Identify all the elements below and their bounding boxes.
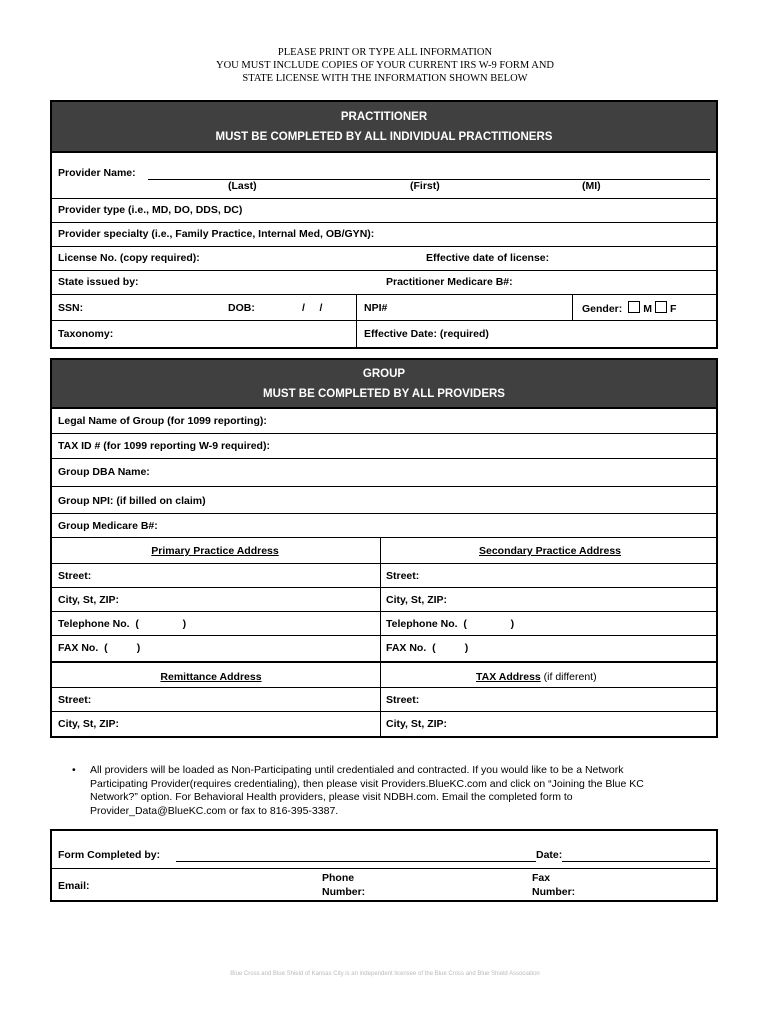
state-issued-row[interactable] bbox=[52, 271, 716, 295]
tax-city-label: City, St, ZIP: bbox=[386, 718, 448, 730]
bullet-icon: • bbox=[72, 764, 76, 776]
group-medicare-row[interactable] bbox=[52, 514, 716, 538]
city-row[interactable] bbox=[52, 588, 716, 612]
taxonomy-label: Taxonomy: bbox=[58, 328, 114, 340]
group-header bbox=[52, 360, 716, 409]
practitioner-title: PRACTITIONER bbox=[340, 111, 428, 123]
phone-label-1: Phone bbox=[322, 872, 355, 884]
effective-license-label: Effective date of license: bbox=[426, 252, 550, 264]
remit-street-row[interactable] bbox=[52, 688, 716, 712]
provider-type-row[interactable] bbox=[52, 199, 716, 223]
primary-telephone-label: Telephone No. ( ) bbox=[58, 618, 187, 630]
divider bbox=[380, 663, 381, 687]
group-npi-row[interactable] bbox=[52, 487, 716, 514]
divider bbox=[380, 612, 381, 635]
first-name-label: (First) bbox=[410, 180, 440, 192]
form-completed-section bbox=[50, 829, 718, 902]
divider bbox=[380, 564, 381, 587]
address-heading-row bbox=[52, 538, 716, 564]
form-completed-by-line[interactable] bbox=[176, 861, 536, 862]
legal-name-row[interactable] bbox=[52, 409, 716, 434]
provider-specialty-row[interactable] bbox=[52, 223, 716, 247]
tax-address-note: (if different) bbox=[540, 671, 597, 683]
gender-label: Gender: bbox=[582, 303, 623, 315]
footer-disclaimer: Blue Cross and Blue Shield of Kansas City is an independent licensee of the Blue Cross and Blue Shield Association bbox=[230, 971, 540, 977]
license-no-label: License No. (copy required): bbox=[58, 252, 200, 264]
instruction-line-3: STATE LICENSE WITH THE INFORMATION SHOWN BELOW bbox=[242, 73, 528, 84]
fax-label-1: Fax bbox=[532, 872, 551, 884]
last-name-label: (Last) bbox=[228, 180, 257, 192]
provider-name-label: Provider Name: bbox=[58, 167, 136, 179]
divider bbox=[356, 321, 357, 347]
divider bbox=[356, 295, 357, 320]
group-title: GROUP bbox=[362, 368, 406, 380]
effective-date-label: Effective Date: (required) bbox=[364, 328, 489, 340]
provider-name-row[interactable] bbox=[52, 153, 716, 199]
divider bbox=[380, 588, 381, 611]
divider bbox=[380, 688, 381, 711]
remittance-street-label: Street: bbox=[58, 694, 92, 706]
form-completed-by-label: Form Completed by: bbox=[58, 849, 161, 861]
fax-row[interactable] bbox=[52, 636, 716, 662]
remittance-city-label: City, St, ZIP: bbox=[58, 718, 120, 730]
remit-city-row[interactable] bbox=[52, 712, 716, 736]
provider-type-label: Provider type (i.e., MD, DO, DDS, DC) bbox=[58, 204, 243, 216]
divider bbox=[380, 636, 381, 661]
gender-f-checkbox[interactable] bbox=[655, 301, 667, 313]
dba-label: Group DBA Name: bbox=[58, 466, 150, 478]
license-row[interactable] bbox=[52, 247, 716, 271]
tax-id-row[interactable] bbox=[52, 434, 716, 459]
group-section bbox=[50, 358, 718, 738]
ssn-row[interactable] bbox=[52, 295, 716, 321]
tax-address-heading bbox=[476, 671, 597, 683]
instruction-line-1: PLEASE PRINT OR TYPE ALL INFORMATION bbox=[277, 47, 493, 58]
tax-street-label: Street: bbox=[386, 694, 420, 706]
medicare-b-label: Practitioner Medicare B#: bbox=[386, 276, 513, 288]
secondary-address-heading: Secondary Practice Address bbox=[478, 545, 621, 557]
contact-row[interactable] bbox=[52, 869, 716, 902]
gender-m-label: M bbox=[643, 303, 652, 315]
instruction-line-2: YOU MUST INCLUDE COPIES OF YOUR CURRENT IRS W-9 FORM AND bbox=[216, 60, 554, 71]
phone-label-2: Number: bbox=[322, 886, 366, 898]
practitioner-subtitle: MUST BE COMPLETED BY ALL INDIVIDUAL PRACTITIONERS bbox=[215, 131, 553, 143]
secondary-fax-label: FAX No. ( ) bbox=[386, 642, 469, 654]
provider-specialty-label: Provider specialty (i.e., Family Practice, Internal Med, OB/GYN): bbox=[58, 228, 375, 240]
npi-label: NPI# bbox=[364, 302, 388, 314]
telephone-row[interactable] bbox=[52, 612, 716, 636]
divider bbox=[572, 295, 573, 320]
instructions-note bbox=[72, 764, 660, 818]
instructions-text: All providers will be loaded as Non-Participating until credentialed and contracted. If you would like to be a Network Participating Provider(requires credentialing), then please visit Providers.BlueKC.com and click on “Joining the Blue KC Network?” option. For Behavioral Health providers, please visit NDBH.com. Email the completed form to Provider_Data@BlueKC.com or fax to 816-395-3387. bbox=[90, 764, 644, 817]
secondary-telephone-label: Telephone No. ( ) bbox=[386, 618, 515, 630]
practitioner-section bbox=[50, 100, 718, 349]
tax-id-label: TAX ID # (for 1099 reporting W-9 required): bbox=[58, 440, 270, 452]
date-line[interactable] bbox=[562, 861, 710, 862]
group-npi-label: Group NPI: (if billed on claim) bbox=[58, 495, 206, 507]
secondary-street-label: Street: bbox=[386, 570, 420, 582]
phone-number-label bbox=[322, 871, 365, 899]
street-row[interactable] bbox=[52, 564, 716, 588]
group-subtitle: MUST BE COMPLETED BY ALL PROVIDERS bbox=[263, 388, 505, 400]
state-issued-label: State issued by: bbox=[58, 276, 139, 288]
remittance-heading-row bbox=[52, 662, 716, 688]
email-label: Email: bbox=[58, 880, 90, 892]
dba-row[interactable] bbox=[52, 459, 716, 487]
dob-label: DOB: bbox=[228, 302, 255, 314]
taxonomy-row[interactable] bbox=[52, 321, 716, 347]
remittance-address-heading: Remittance Address bbox=[160, 671, 262, 683]
form-completed-row[interactable] bbox=[52, 831, 716, 869]
gender-f-label: F bbox=[669, 303, 677, 315]
primary-street-label: Street: bbox=[58, 570, 92, 582]
ssn-label: SSN: bbox=[58, 302, 84, 314]
fax-number-label bbox=[532, 871, 575, 899]
gender-m-checkbox[interactable] bbox=[628, 301, 640, 313]
form-instructions bbox=[0, 46, 770, 85]
group-medicare-label: Group Medicare B#: bbox=[58, 520, 158, 532]
primary-address-heading: Primary Practice Address bbox=[151, 545, 279, 557]
primary-fax-label: FAX No. ( ) bbox=[58, 642, 141, 654]
legal-name-label: Legal Name of Group (for 1099 reporting): bbox=[58, 415, 267, 427]
dob-separators: / / bbox=[302, 302, 323, 314]
gender-field bbox=[582, 301, 676, 315]
secondary-city-label: City, St, ZIP: bbox=[386, 594, 448, 606]
practitioner-header bbox=[52, 102, 716, 153]
fax-label-2: Number: bbox=[532, 886, 576, 898]
tax-address-label: TAX Address bbox=[476, 671, 541, 683]
primary-city-label: City, St, ZIP: bbox=[58, 594, 120, 606]
middle-initial-label: (MI) bbox=[582, 180, 601, 192]
date-label: Date: bbox=[536, 849, 563, 861]
divider bbox=[380, 712, 381, 736]
